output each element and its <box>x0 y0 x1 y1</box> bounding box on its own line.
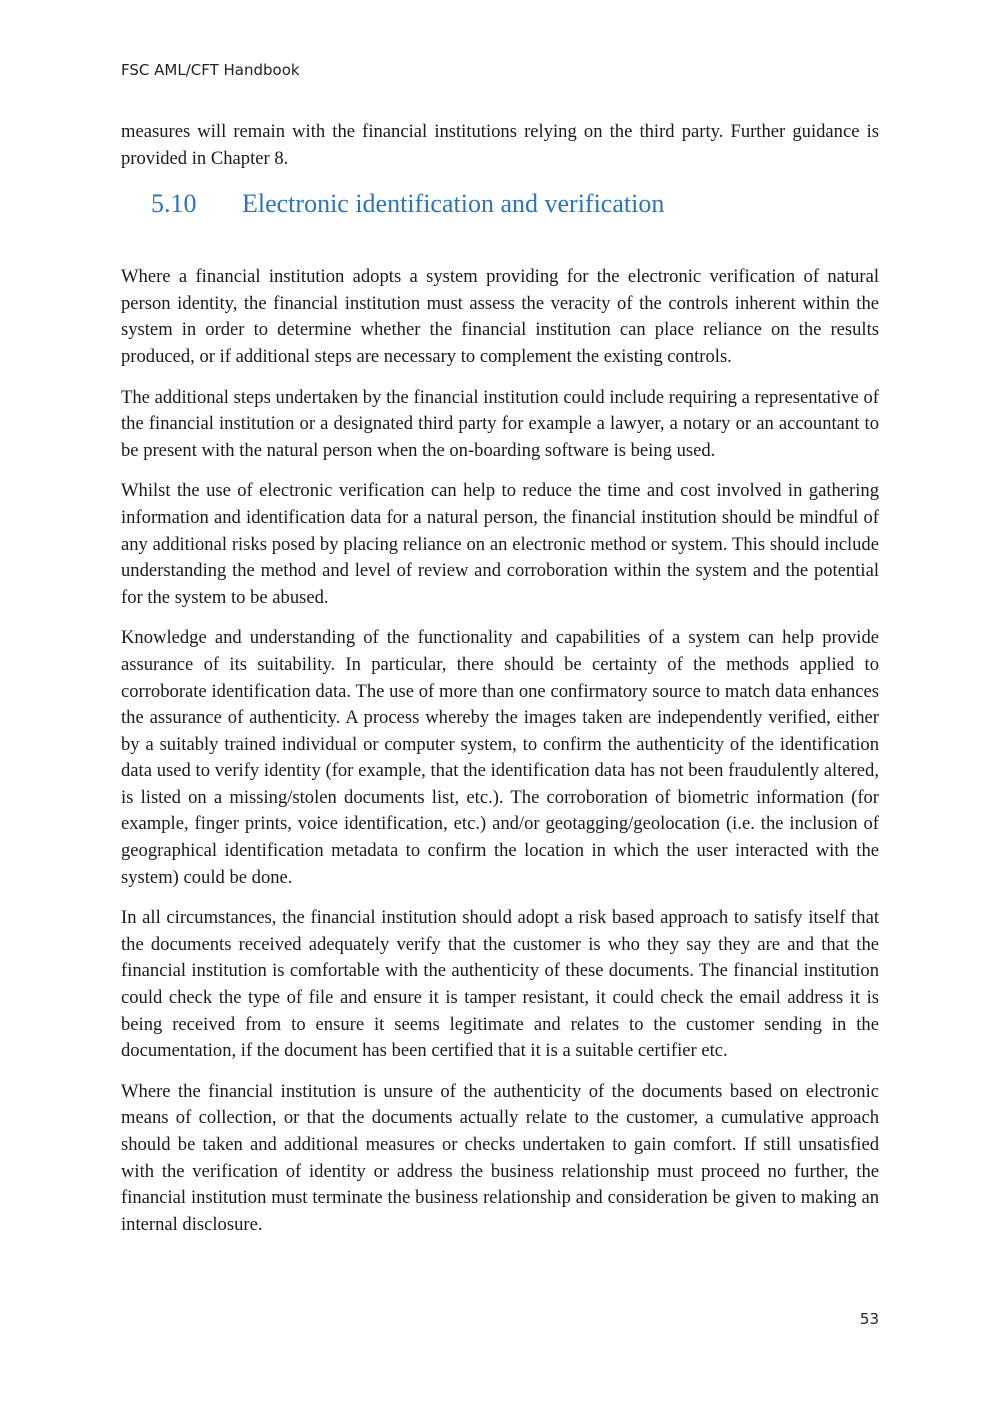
body-paragraph: The additional steps undertaken by the financial institution could include requiring a representative of the financial institution or a designated third party for example a lawyer, a notary or an accountant to be present with the natural person when the on-boarding software is being used. <box>121 386 879 461</box>
body-paragraph: Where the financial institution is unsure of the authenticity of the documents based on electronic means of collection, or that the documents actually relate to the customer, a cumulative approach should be taken and additional measures or checks undertaken to gain comfort. If still unsatisfied with the verification of identity or address the business relationship must proceed no further, the financial institution must terminate the business relationship and consideration be given to making an internal disclosure. <box>121 1080 879 1235</box>
section-number: 5.10 <box>151 189 197 219</box>
running-header: FSC AML/CFT Handbook <box>121 61 300 79</box>
body-paragraph: Whilst the use of electronic verification can help to reduce the time and cost involved in gathering information and identification data for a natural person, the financial institution should be mindful of any additional risks posed by placing reliance on an electronic method or system. This should include understanding the method and level of review and corroboration within the system and the potential for the system to be abused. <box>121 480 879 608</box>
body-paragraph: Knowledge and understanding of the functionality and capabilities of a system can help provide assurance of its suitability. In particular, there should be certainty of the methods applied to corroborate identification data. The use of more than one confirmatory source to match data enhances the assurance of authenticity. A process whereby the images taken are independently verified, either by a suitably trained individual or computer system, to confirm the authenticity of the identification data used to verify identity (for example, that the identification data has not been fraudulently altered, is listed on a missing/stolen documents list, etc.). The corroboration of biometric information (for example, finger prints, voice identification, etc.) and/or geotagging/geolocation (i.e. the inclusion of geographical identification metadata to confirm the location in which the user interacted with the system) could be done. <box>121 627 879 888</box>
page-number: 53 <box>859 1310 879 1328</box>
section-heading <box>151 188 879 220</box>
continuation-paragraph: measures will remain with the financial institutions relying on the third party. Further guidance is provided in Chapter 8. <box>121 121 879 169</box>
body-paragraph: Where a financial institution adopts a system providing for the electronic verification of natural person identity, the financial institution must assess the veracity of the controls inherent within the system in order to determine whether the financial institution can place reliance on the results produced, or if additional steps are necessary to complement the existing controls. <box>121 266 879 367</box>
page-body <box>121 119 879 1252</box>
body-paragraph: In all circumstances, the financial institution should adopt a risk based approach to satisfy itself that the documents received adequately verify that the customer is who they say they are and that the financial institution is comfortable with the authenticity of these documents. The financial institution could check the type of file and ensure it is tamper resistant, it could check the email address it is being received from to ensure it seems legitimate and relates to the customer sending in the documentation, if the document has been certified that it is a suitable certifier etc. <box>121 907 879 1062</box>
section-title: Electronic identification and verification <box>242 189 665 219</box>
